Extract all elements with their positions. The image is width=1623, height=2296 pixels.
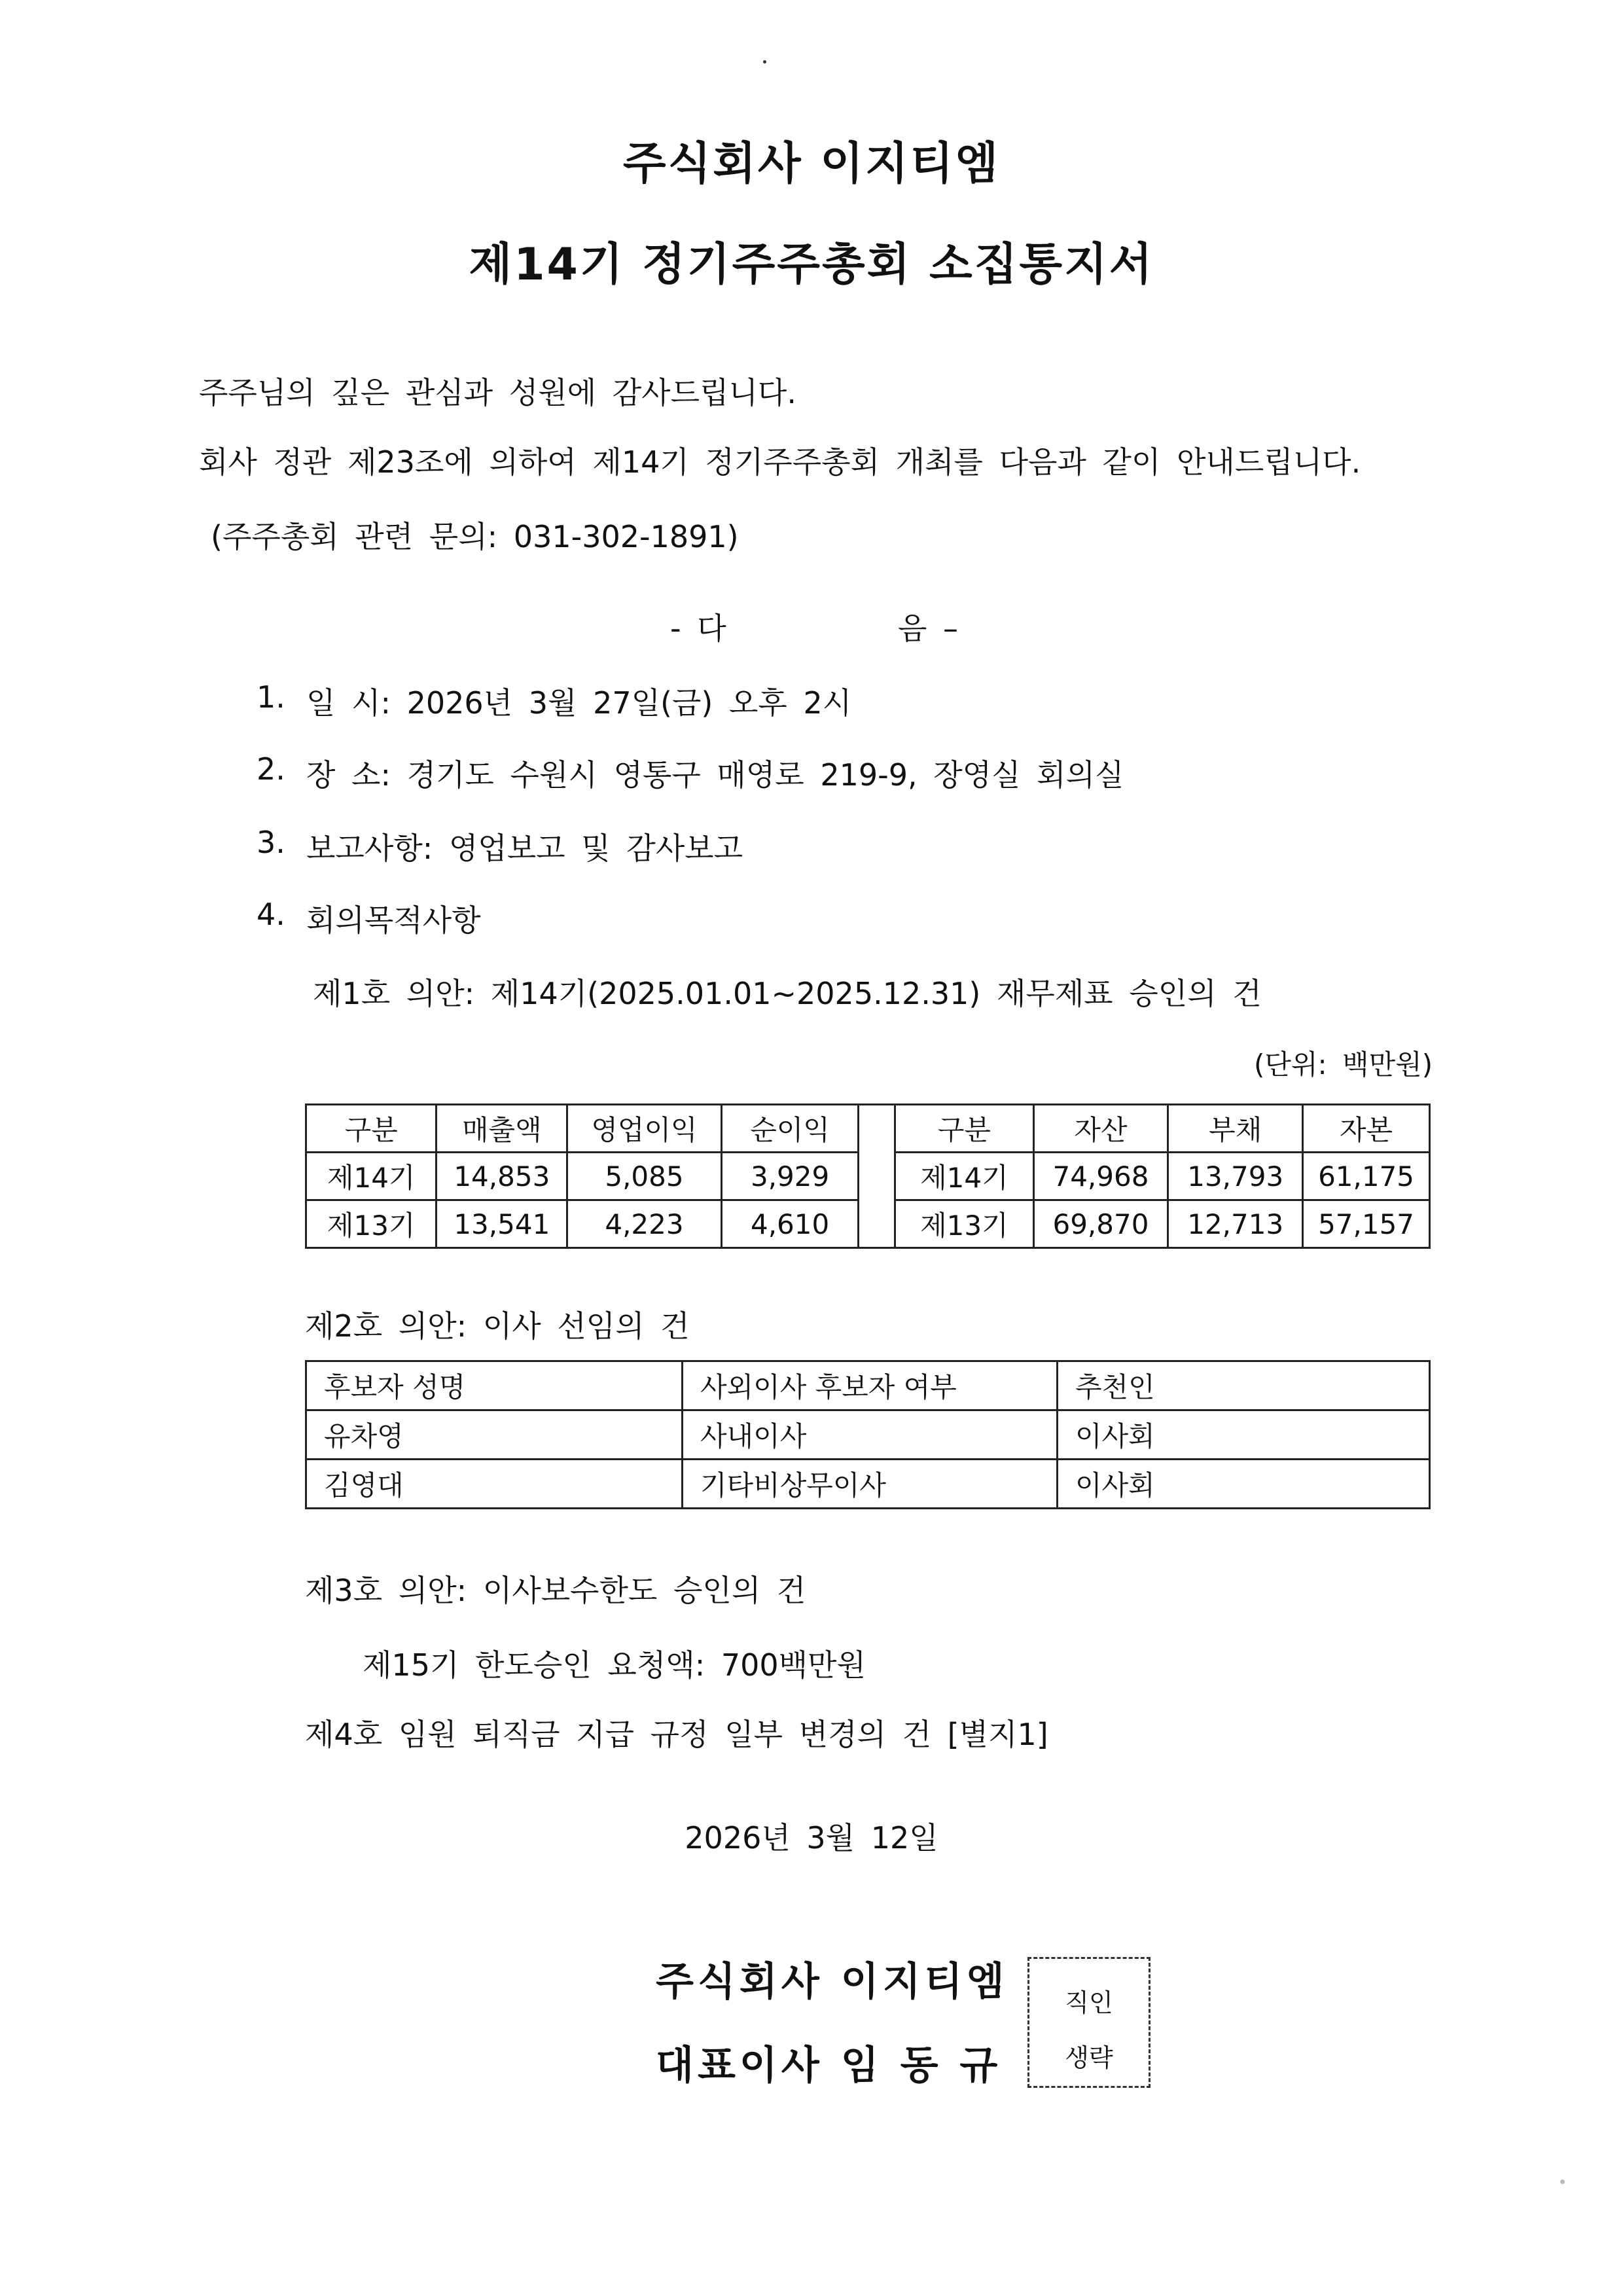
seal-placeholder [1027, 1957, 1150, 2088]
notice-date: 2026년 3월 12일 [685, 1820, 938, 1856]
table-cell: 제14기 [306, 1153, 437, 1200]
table-header: 자본 [1303, 1105, 1430, 1153]
table-header: 순이익 [721, 1105, 859, 1153]
table-header: 구분 [895, 1105, 1033, 1153]
table-cell: 3,929 [721, 1153, 859, 1200]
table-cell: 61,175 [1303, 1153, 1430, 1200]
table-cell: 4,223 [567, 1200, 722, 1248]
item-number: 1. [257, 679, 285, 715]
table-cell: 57,157 [1303, 1200, 1430, 1248]
seal-text: 직인 [1065, 1988, 1113, 2017]
table-cell: 이사회 [1057, 1410, 1429, 1460]
table-header: 부채 [1168, 1105, 1303, 1153]
table-cell: 제13기 [306, 1200, 437, 1248]
table-header: 추천인 [1057, 1361, 1429, 1410]
agenda2-title: 제2호 의안: 이사 선임의 건 [305, 1308, 690, 1344]
signature-ceo: 대표이사 임 동 규 [656, 2043, 1002, 2089]
contact-text: (주주총회 관련 문의: 031-302-1891) [211, 519, 739, 554]
table-header: 매출액 [437, 1105, 567, 1153]
table-cell: 69,870 [1033, 1200, 1168, 1248]
table-cell: 제13기 [895, 1200, 1033, 1248]
financial-table [305, 1103, 1431, 1249]
table-header: 후보자 성명 [306, 1361, 683, 1410]
table-cell: 12,713 [1168, 1200, 1303, 1248]
table-cell: 14,853 [437, 1153, 567, 1200]
item-number: 4. [257, 897, 285, 932]
table-cell: 13,793 [1168, 1153, 1303, 1200]
table-cell: 5,085 [567, 1153, 722, 1200]
divider-left: - 다 [670, 611, 726, 646]
agenda3-detail: 제15기 한도승인 요청액: 700백만원 [363, 1647, 866, 1683]
seal-text: 생략 [1065, 2043, 1113, 2072]
agenda4-title: 제4호 임원 퇴직금 지급 규정 일부 변경의 건 [별지1] [305, 1717, 1048, 1752]
table-cell: 김영대 [306, 1460, 683, 1509]
table-cell: 13,541 [437, 1200, 567, 1248]
table-row [306, 1460, 1430, 1509]
table-header: 사외이사 후보자 여부 [682, 1361, 1057, 1410]
item-number: 3. [257, 825, 285, 860]
table-cell: 제14기 [895, 1153, 1033, 1200]
divider-right: 음 – [898, 611, 959, 646]
table-header: 영업이익 [567, 1105, 722, 1153]
table-gap [859, 1105, 895, 1248]
unit-label: (단위: 백만원) [1254, 1049, 1433, 1081]
table-cell: 유차영 [306, 1410, 683, 1460]
agenda1-title: 제1호 의안: 제14기(2025.01.01~2025.12.31) 재무제표 승인의 건 [313, 976, 1262, 1011]
table-cell: 이사회 [1057, 1460, 1429, 1509]
item-reports: 보고사항: 영업보고 및 감사보고 [306, 831, 743, 866]
candidate-table [305, 1360, 1431, 1509]
table-cell: 기타비상무이사 [682, 1460, 1057, 1509]
table-row [306, 1410, 1430, 1460]
greeting-text: 주주님의 깊은 관심과 성원에 감사드립니다. [199, 375, 796, 410]
company-title: 주식회사 이지티엠 [622, 138, 1001, 190]
table-header: 구분 [306, 1105, 437, 1153]
item-agenda: 회의목적사항 [306, 903, 481, 938]
table-header-row [306, 1105, 1430, 1153]
scan-dot [1560, 2179, 1565, 2184]
item-datetime: 일 시: 2026년 3월 27일(금) 오후 2시 [306, 685, 852, 721]
table-header-row [306, 1361, 1430, 1410]
item-number: 2. [257, 751, 285, 787]
table-cell: 74,968 [1033, 1153, 1168, 1200]
scan-dot [763, 60, 766, 63]
table-header: 자산 [1033, 1105, 1168, 1153]
signature-company: 주식회사 이지티엠 [656, 1959, 1008, 2005]
page-title: 제14기 정기주주총회 소집통지서 [469, 239, 1154, 291]
notice-text: 회사 정관 제23조에 의하여 제14기 정기주주총회 개최를 다음과 같이 안내드립니다. [199, 444, 1361, 480]
agenda3-title: 제3호 의안: 이사보수한도 승인의 건 [305, 1573, 806, 1608]
table-cell: 사내이사 [682, 1410, 1057, 1460]
item-location: 장 소: 경기도 수원시 영통구 매영로 219-9, 장영실 회의실 [306, 757, 1124, 793]
table-cell: 4,610 [721, 1200, 859, 1248]
